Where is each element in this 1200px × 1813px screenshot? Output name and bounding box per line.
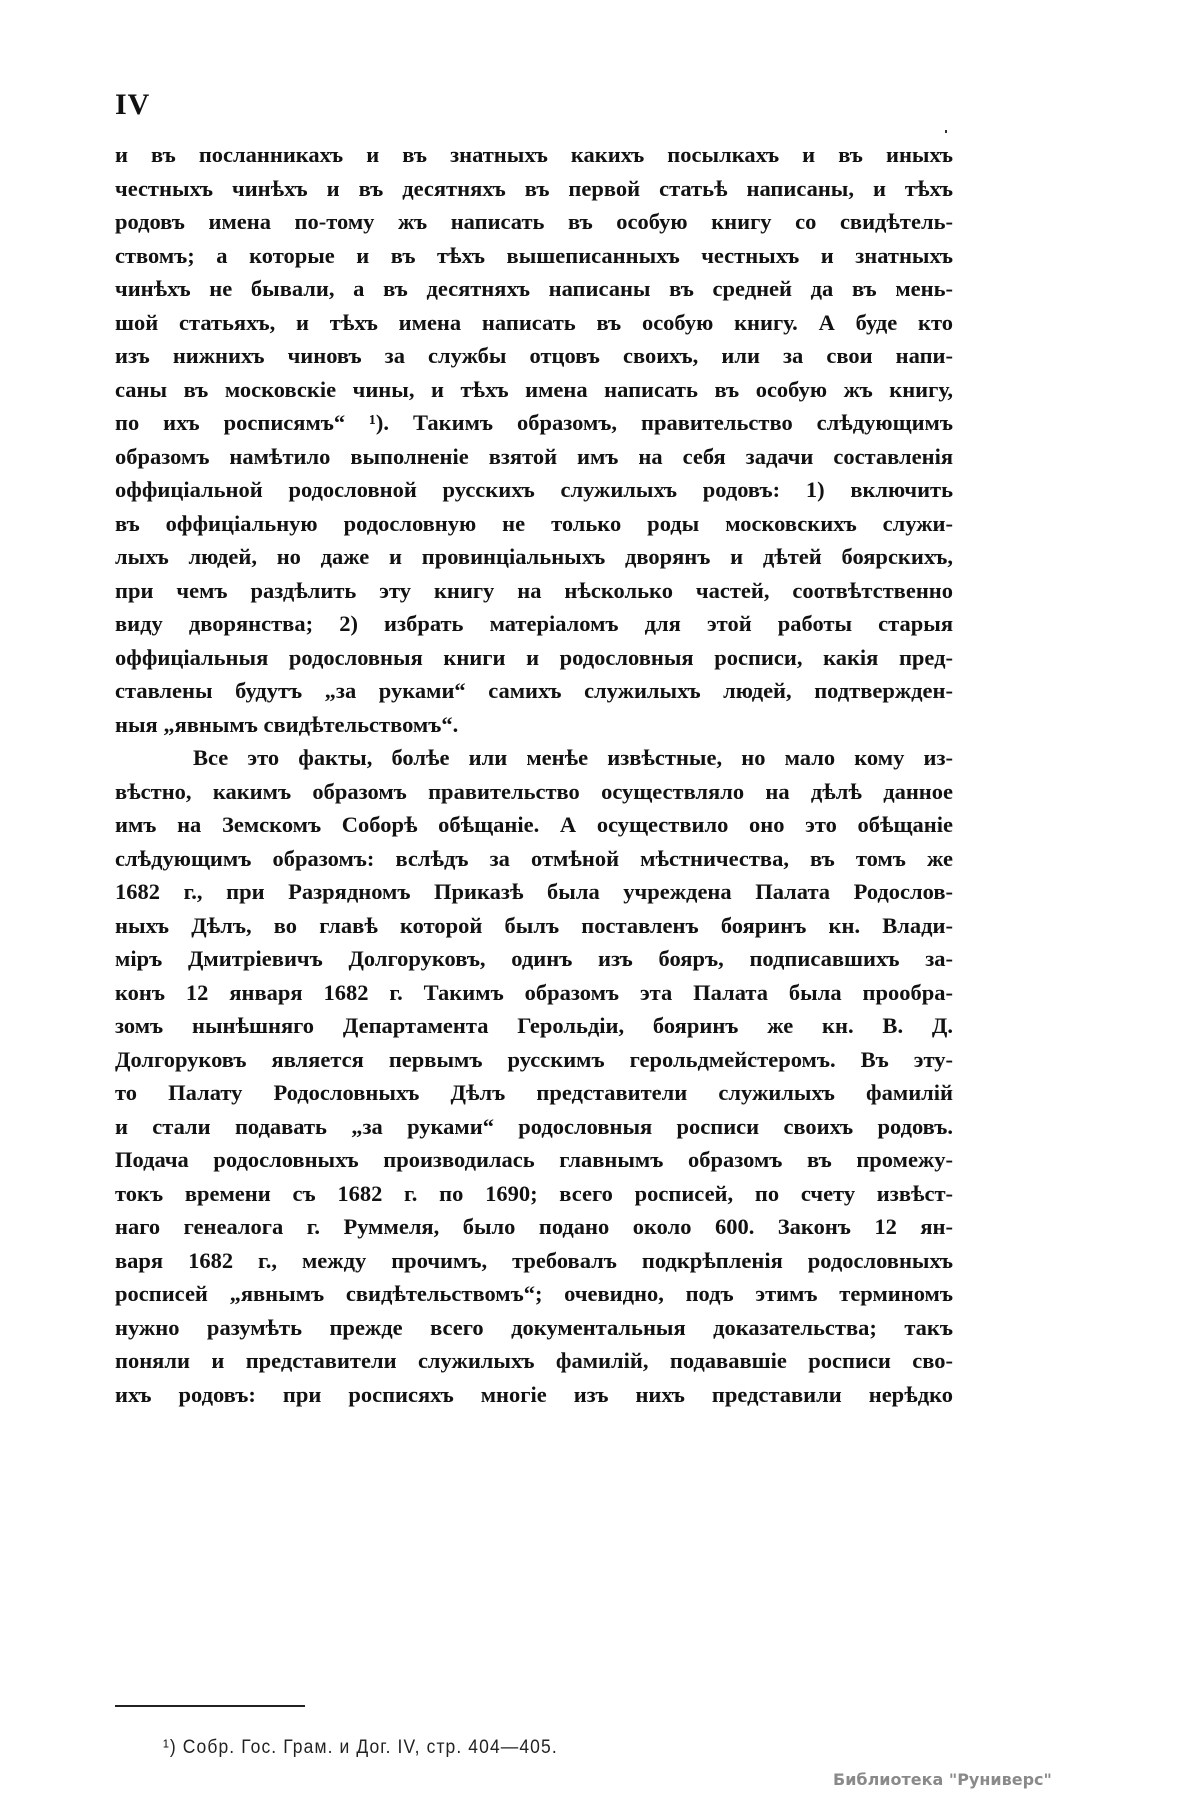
- body-text: [115, 138, 953, 1411]
- text-line: образомъ намѣтило выполненіе взятой имъ на себя задачи составленія: [115, 443, 953, 469]
- text-line: ствомъ; а которые и въ тѣхъ вышеписанныхъ честныхъ и знатныхъ: [115, 242, 953, 268]
- text-line: родовъ имена по-тому жъ написать въ особую книгу со свидѣтель-: [115, 209, 953, 234]
- text-line: варя 1682 г., между прочимъ, требовалъ подкрѣпленія родословныхъ: [115, 1247, 953, 1273]
- text-line: поняли и представители служилыхъ фамилій, подававшіе росписи сво-: [115, 1348, 953, 1373]
- paragraph-2: [115, 741, 953, 1411]
- library-watermark: Библиотека "Руниверс": [833, 1770, 1052, 1789]
- text-line: виду дворянства; 2) избрать матеріаломъ для этой работы старыя: [115, 611, 953, 636]
- text-line: ныхъ Дѣлъ, во главѣ которой былъ поставленъ бояринъ кн. Влади-: [115, 912, 953, 938]
- text-line: нужно разумѣть прежде всего документальныя доказательства; такъ: [115, 1314, 953, 1340]
- text-line: въ оффиціальную родословную не только роды московскихъ служи-: [115, 510, 953, 536]
- text-line: вѣстно, какимъ образомъ правительство осуществляло на дѣлѣ данное: [115, 778, 953, 804]
- text-line: и въ посланникахъ и въ знатныхъ какихъ посылкахъ и въ иныхъ: [115, 142, 953, 167]
- text-line: Долгоруковъ является первымъ русскимъ герольдмейстеромъ. Въ эту-: [115, 1046, 953, 1072]
- text-line: лыхъ людей, но даже и провинціальныхъ дворянъ и дѣтей боярскихъ,: [115, 544, 953, 569]
- text-line: по ихъ росписямъ“ ¹). Такимъ образомъ, правительство слѣдующимъ: [115, 410, 953, 435]
- footnote: ¹) Собр. Гос. Грам. и Дог. IV, стр. 404—405.: [163, 1737, 558, 1758]
- text-line: ставлены будутъ „за руками“ самихъ служилыхъ людей, подтвержден-: [115, 678, 953, 703]
- text-line: изъ нижнихъ чиновъ за службы отцовъ своихъ, или за свои напи-: [115, 343, 953, 368]
- text-line: саны въ московскіе чины, и тѣхъ имена написать въ особую жъ книгу,: [115, 376, 953, 402]
- text-line: Подача родословныхъ производилась главнымъ образомъ въ промежу-: [115, 1147, 953, 1172]
- text-line: наго генеалога г. Руммеля, было подано около 600. Законъ 12 ян-: [115, 1214, 953, 1239]
- text-line: Все это факты, болѣе или менѣе извѣстные, но мало кому из-: [193, 745, 953, 770]
- text-line: 1682 г., при Разрядномъ Приказѣ была учреждена Палата Родослов-: [115, 879, 953, 904]
- text-line: міръ Дмитріевичъ Долгоруковъ, одинъ изъ бояръ, подписавшихъ за-: [115, 946, 953, 971]
- text-line: ихъ родовъ: при росписяхъ многіе изъ нихъ представили нерѣдко: [115, 1381, 953, 1407]
- text-line: зомъ нынѣшняго Департамента Герольдіи, бояринъ же кн. В. Д.: [115, 1013, 953, 1038]
- text-line: и стали подавать „за руками“ родословныя росписи своихъ родовъ.: [115, 1113, 953, 1139]
- text-line: то Палату Родословныхъ Дѣлъ представители служилыхъ фамилій: [115, 1080, 953, 1105]
- text-line: ныя „явнымъ свидѣтельствомъ“.: [115, 711, 459, 737]
- text-line: при чемъ раздѣлить эту книгу на нѣсколько частей, соотвѣтственно: [115, 577, 953, 603]
- page-number: IV: [115, 88, 151, 121]
- text-line: конъ 12 января 1682 г. Такимъ образомъ эта Палата была прообра-: [115, 979, 953, 1005]
- text-line: шой статьяхъ, и тѣхъ имена написать въ особую книгу. А буде кто: [115, 309, 953, 335]
- footnote-divider: [115, 1705, 305, 1707]
- paragraph-1: [115, 138, 953, 741]
- scan-speck: [945, 130, 947, 133]
- text-line: росписей „явнымъ свидѣтельствомъ“; очевидно, подъ этимъ терминомъ: [115, 1281, 953, 1306]
- text-line: имъ на Земскомъ Соборѣ обѣщаніе. А осуществило оно это обѣщаніе: [115, 812, 953, 837]
- text-line: токъ времени съ 1682 г. по 1690; всего росписей, по счету извѣст-: [115, 1180, 953, 1206]
- text-line: оффиціальной родословной русскихъ служилыхъ родовъ: 1) включить: [115, 477, 953, 502]
- text-line: слѣдующимъ образомъ: вслѣдъ за отмѣной мѣстничества, въ томъ же: [115, 845, 953, 871]
- text-line: честныхъ чинѣхъ и въ десятняхъ въ первой статьѣ написаны, и тѣхъ: [115, 175, 953, 201]
- text-line: чинѣхъ не бывали, а въ десятняхъ написаны въ средней да въ мень-: [115, 276, 953, 301]
- text-line: оффиціальныя родословныя книги и родословныя росписи, какія пред-: [115, 644, 953, 670]
